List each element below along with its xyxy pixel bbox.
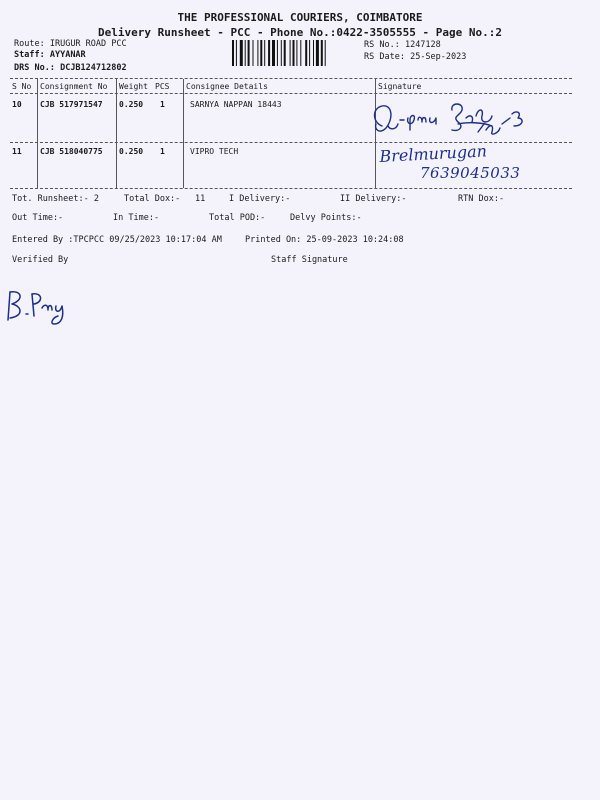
rs-date-line [364, 52, 466, 62]
row-sno: 10 [12, 100, 22, 109]
total-pod: Total POD:- [209, 213, 266, 223]
staff-line [14, 50, 86, 60]
route-line [14, 39, 127, 49]
rs-no-value: 1247128 [404, 40, 441, 50]
col-divider [37, 79, 38, 188]
handwritten-phone: 7639045033 [420, 164, 521, 182]
ii-delivery: II Delivery:- [340, 194, 407, 204]
row-pcs: 1 [160, 147, 165, 156]
row-weight: 0.250 [119, 100, 144, 109]
drs-line [14, 63, 127, 73]
company-title: THE PROFESSIONAL COURIERS, COIMBATORE [177, 11, 423, 24]
table-top-rule [10, 78, 572, 79]
total-dox-label: Total Dox:- [124, 194, 181, 204]
rs-date-value: 25-Sep-2023 [410, 52, 467, 62]
col-divider [183, 79, 184, 188]
in-time: In Time:- [113, 213, 160, 223]
rs-date-label: RS Date: [364, 52, 405, 62]
verifier-signature [2, 286, 82, 326]
route-label: Route: [14, 39, 45, 49]
runsheet-heading: Delivery Runsheet - PCC - Phone No.:0422-3505555 - Page No.:2 [98, 26, 502, 39]
col-header-consignee: Consignee Details [186, 82, 268, 91]
rs-no-line [364, 40, 441, 50]
col-header-pcs: PCS [155, 82, 170, 91]
table-bottom-rule [10, 188, 572, 189]
col-header-consignment: Consignment No [40, 82, 108, 91]
row-consignment: CJB 517971547 [40, 100, 103, 109]
entered-by: Entered By :TPCPCC 09/25/2023 10:17:04 AM [12, 235, 222, 245]
i-delivery: I Delivery:- [229, 194, 291, 204]
handwritten-name: Brelmurugan [379, 141, 488, 166]
row-divider [10, 142, 572, 143]
route-value: IRUGUR ROAD PCC [49, 39, 127, 49]
tot-runsheet: Tot. Runsheet:- 2 [12, 194, 99, 204]
staff-value: AYYANAR [49, 50, 86, 60]
row-weight: 0.250 [119, 147, 144, 156]
col-header-signature: Signature [378, 82, 422, 91]
col-header-sno: S No [12, 82, 32, 91]
barcode-image [232, 40, 358, 66]
table-header-rule [10, 93, 572, 94]
verified-by: Verified By [12, 255, 69, 265]
signature-row-10 [366, 96, 536, 142]
total-dox-value: 11 [195, 194, 206, 204]
row-consignment: CJB 518040775 [40, 147, 103, 156]
row-sno: 11 [12, 147, 22, 156]
rtn-dox: RTN Dox:- [458, 194, 505, 204]
rs-no-label: RS No.: [364, 40, 400, 50]
col-header-weight: Weight [119, 82, 148, 91]
printed-on: Printed On: 25-09-2023 10:24:08 [245, 235, 404, 245]
staff-signature-label: Staff Signature [271, 255, 348, 265]
col-divider [116, 79, 117, 188]
row-consignee: VIPRO TECH [190, 147, 239, 156]
delvy-points: Delvy Points:- [290, 213, 362, 223]
out-time: Out Time:- [12, 213, 64, 223]
drs-label: DRS No.: [14, 63, 55, 73]
row-consignee: SARNYA NAPPAN 18443 [190, 100, 282, 109]
staff-label: Staff: [14, 50, 45, 60]
row-pcs: 1 [160, 100, 165, 109]
drs-value: DCJB124712802 [60, 63, 127, 73]
